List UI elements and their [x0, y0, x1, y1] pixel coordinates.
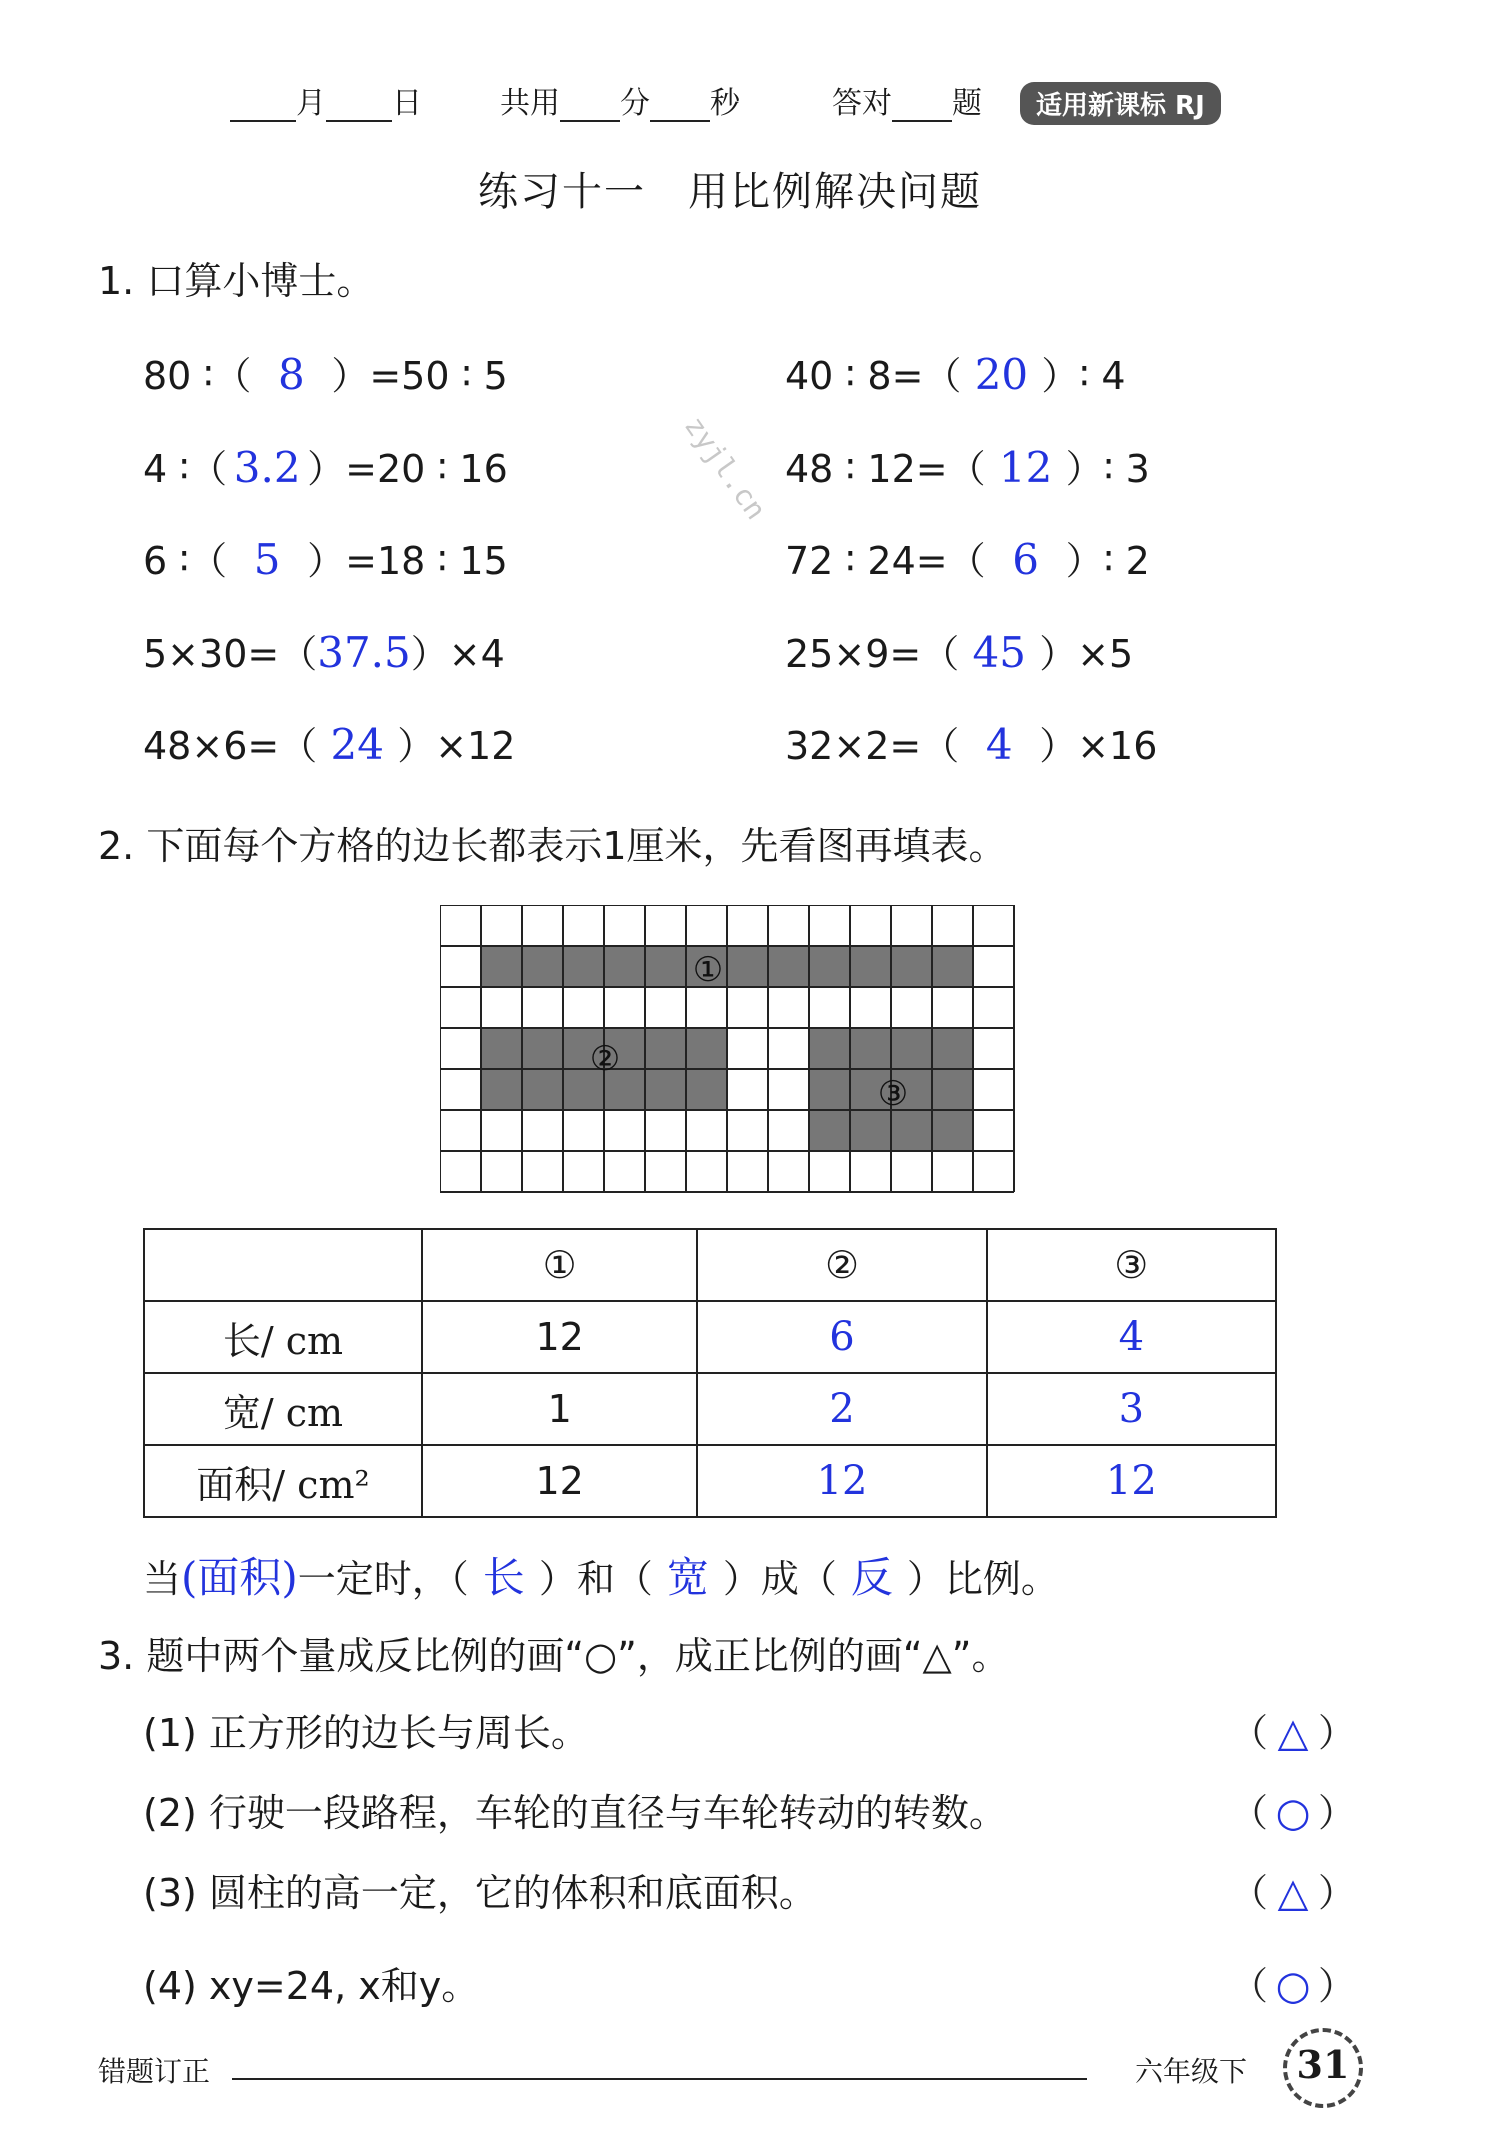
day-label: 日 — [392, 86, 422, 121]
equation-answer[interactable]: 4 — [985, 720, 1013, 769]
shape-table — [143, 1228, 1277, 1518]
table-header-row — [144, 1229, 1276, 1301]
equation-left: 25×9=（ — [785, 632, 960, 676]
equation-answer[interactable]: 45 — [972, 628, 1026, 677]
equation-answer[interactable]: 3.2 — [233, 443, 301, 492]
table-cell: 12 — [422, 1301, 697, 1373]
table-header-cell — [144, 1229, 422, 1301]
section3-heading: 3. 题中两个量成反比例的画“○”，成正比例的画“△”。 — [98, 1634, 1010, 1678]
answer-cell[interactable]: 6 — [697, 1301, 986, 1373]
table-cell: 12 — [422, 1445, 697, 1517]
equation-answer[interactable]: 8 — [277, 350, 305, 399]
equation-left: 48 ∶ 12=（ — [785, 447, 986, 491]
questions-label: 题 — [952, 86, 982, 121]
equation-right: ）×12 — [397, 724, 516, 768]
sentence-text: 一定时，（ — [297, 1557, 469, 1601]
table-row-width — [144, 1373, 1276, 1445]
minutes-blank[interactable] — [560, 92, 620, 122]
equation-row — [143, 438, 508, 493]
row-label: 长/ cm — [144, 1301, 422, 1373]
table-cell: 1 — [422, 1373, 697, 1445]
answer-cell[interactable]: 3 — [987, 1373, 1276, 1445]
answer-cell[interactable]: 2 — [697, 1373, 986, 1445]
date-line — [230, 78, 422, 122]
page-title: 练习十一 用比例解决问题 — [478, 169, 982, 215]
table-row-area — [144, 1445, 1276, 1517]
equation-row — [143, 345, 508, 400]
grade-label: 六年级下 — [1135, 2055, 1248, 2088]
equation-right: ）∶ 2 — [1065, 539, 1150, 583]
equation-row — [143, 715, 515, 770]
seconds-blank[interactable] — [650, 92, 710, 122]
equation-right: ）∶ 4 — [1041, 354, 1126, 398]
watermark: zyjl.cn — [677, 410, 773, 526]
answer-cell[interactable]: 12 — [697, 1445, 986, 1517]
equation-right: ）×5 — [1039, 632, 1134, 676]
section1-heading: 1. 口算小博士。 — [98, 259, 375, 303]
equation-row — [785, 715, 1157, 770]
equation-row — [143, 530, 508, 585]
equation-right: ）×4 — [410, 632, 505, 676]
equation-row — [785, 530, 1150, 585]
equation-right: ）=50 ∶ 5 — [331, 354, 508, 398]
sentence-text: ）比例。 — [906, 1557, 1059, 1601]
row-label: 宽/ cm — [144, 1373, 422, 1445]
equation-left: 5×30=（ — [143, 632, 318, 676]
answer-mark: ○ — [1275, 1963, 1311, 2009]
answer-cell[interactable]: 4 — [987, 1301, 1276, 1373]
correct-blank[interactable] — [892, 92, 952, 122]
equation-left: 4 ∶（ — [143, 447, 228, 491]
equation-left: 80 ∶（ — [143, 354, 252, 398]
sentence-answer[interactable]: 长 — [482, 1553, 525, 1602]
statement-text: (4) xy=24, x和y。 — [143, 1964, 480, 2008]
minutes-label: 分 — [620, 86, 650, 121]
answer-mark: △ — [1277, 1870, 1309, 1916]
month-blank[interactable] — [230, 92, 296, 122]
equation-left: 72 ∶ 24=（ — [785, 539, 986, 583]
equation-row — [785, 623, 1133, 678]
answer-paren[interactable]: （ ○ ） — [1230, 1790, 1357, 1836]
table-header-cell: ① — [422, 1229, 697, 1301]
equation-row — [785, 438, 1150, 493]
answer-paren[interactable]: （ △ ） — [1230, 1870, 1357, 1916]
equation-answer[interactable]: 6 — [1012, 535, 1039, 584]
answer-paren[interactable]: （ ○ ） — [1230, 1963, 1357, 2009]
equation-answer[interactable]: 37.5 — [317, 628, 411, 677]
equation-left: 32×2=（ — [785, 724, 960, 768]
seconds-label: 秒 — [710, 86, 740, 121]
curriculum-badge: 适用新课标 RJ — [1020, 82, 1221, 125]
equation-left: 6 ∶（ — [143, 539, 228, 583]
square-grid — [440, 905, 1022, 1197]
shape-1-label: ① — [692, 950, 724, 990]
sentence-answer[interactable]: (面积) — [181, 1553, 298, 1602]
correction-label: 错题订正 — [98, 2055, 211, 2088]
answer-mark: △ — [1277, 1710, 1309, 1756]
equation-left: 48×6=（ — [143, 724, 318, 768]
score-line — [832, 78, 982, 122]
answer-paren[interactable]: （ △ ） — [1230, 1710, 1357, 1756]
page-number: 31 — [1283, 2028, 1363, 2108]
row-label: 面积/ cm² — [144, 1445, 422, 1517]
proportion-sentence — [143, 1545, 1059, 1605]
equation-answer[interactable]: 24 — [330, 720, 384, 769]
table-header-cell: ② — [697, 1229, 986, 1301]
month-label: 月 — [296, 86, 326, 121]
equation-right: ）×16 — [1039, 724, 1158, 768]
shape-2-label: ② — [589, 1039, 621, 1079]
table-header-cell: ③ — [987, 1229, 1276, 1301]
section2-heading: 2. 下面每个方格的边长都表示1厘米，先看图再填表。 — [98, 824, 1007, 868]
equation-row — [143, 623, 505, 678]
day-blank[interactable] — [326, 92, 392, 122]
statement-text: (1) 正方形的边长与周长。 — [143, 1711, 589, 1755]
sentence-text: ）成（ — [722, 1557, 837, 1601]
equation-answer[interactable]: 20 — [974, 350, 1029, 399]
sentence-answer[interactable]: 宽 — [666, 1553, 709, 1602]
correction-line[interactable] — [232, 2078, 1087, 2080]
statement-text: (2) 行驶一段路程，车轮的直径与车轮转动的转数。 — [143, 1791, 1007, 1835]
sentence-text: ）和（ — [538, 1557, 653, 1601]
answer-mark: ○ — [1275, 1790, 1311, 1836]
shape-3-label: ③ — [877, 1074, 909, 1114]
equation-right: ）=20 ∶ 16 — [307, 447, 508, 491]
correct-label: 答对 — [832, 86, 892, 121]
equation-right: ）=18 ∶ 15 — [307, 539, 508, 583]
time-used-label: 共用 — [500, 86, 560, 121]
equation-answer[interactable]: 12 — [998, 443, 1053, 492]
answer-cell[interactable]: 12 — [987, 1445, 1276, 1517]
equation-right: ）∶ 3 — [1065, 447, 1150, 491]
table-row-length — [144, 1301, 1276, 1373]
sentence-text: 当 — [143, 1557, 182, 1601]
statement-text: (3) 圆柱的高一定，它的体积和底面积。 — [143, 1871, 817, 1915]
equation-left: 40 ∶ 8=（ — [785, 354, 962, 398]
time-line — [500, 78, 740, 122]
equation-row — [785, 345, 1126, 400]
sentence-answer[interactable]: 反 — [850, 1553, 893, 1602]
equation-answer[interactable]: 5 — [253, 535, 281, 584]
